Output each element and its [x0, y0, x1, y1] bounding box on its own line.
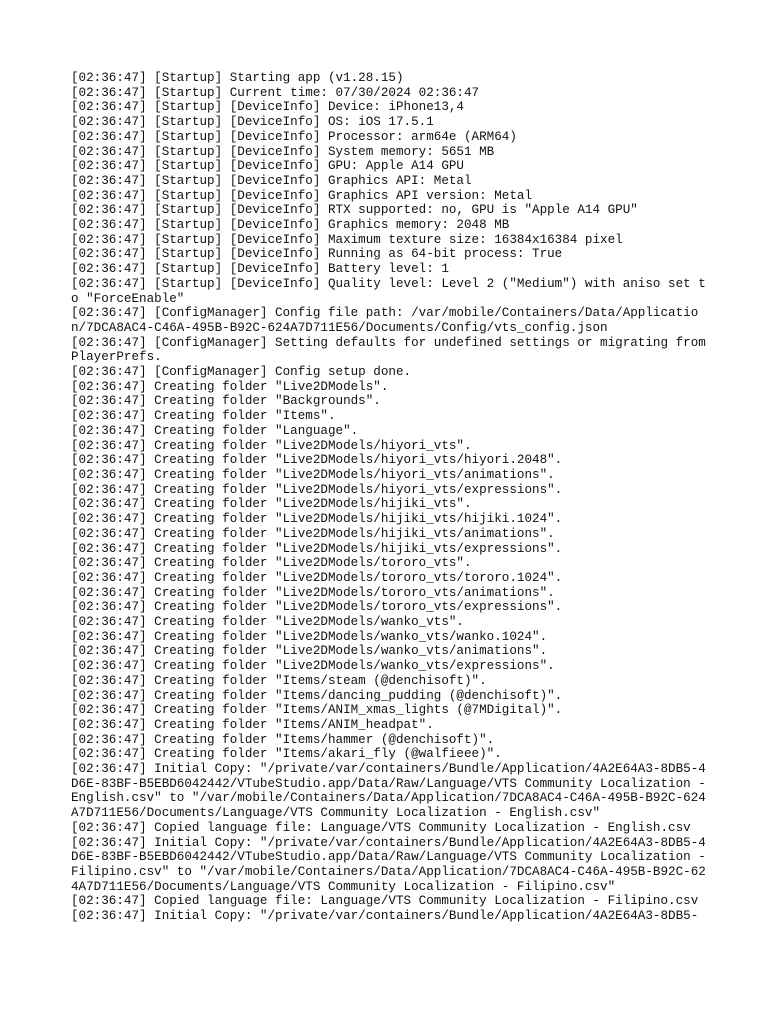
log-line: [02:36:47] [Startup] [DeviceInfo] Graphics memory: 2048 MB [71, 218, 510, 233]
log-line: [02:36:47] [Startup] [DeviceInfo] Processor: arm64e (ARM64) [71, 129, 517, 144]
log-line: [02:36:47] [Startup] Starting app (v1.28.15) [71, 71, 404, 85]
log-line: [02:36:47] Creating folder "Live2DModels/wanko_vts/animations". [71, 644, 548, 659]
log-line: [02:36:47] Creating folder "Live2DModels/hiyori_vts/expressions". [71, 482, 563, 497]
log-line: [02:36:47] [Startup] [DeviceInfo] Graphics API version: Metal [71, 188, 533, 203]
log-line: [02:36:47] Creating folder "Items/steam (@denchisoft)". [71, 673, 487, 688]
log-line: [02:36:47] Creating folder "Backgrounds". [71, 394, 381, 409]
log-line: [02:36:47] Creating folder "Live2DModels/tororo_vts/tororo.1024". [71, 570, 563, 585]
log-line: [02:36:47] [Startup] [DeviceInfo] Battery level: 1 [71, 262, 449, 277]
log-line: [02:36:47] Creating folder "Live2DModels/hijiki_vts". [71, 497, 472, 512]
log-line: [02:36:47] Creating folder "Items/ANIM_headpat". [71, 717, 434, 732]
log-line: [02:36:47] Creating folder "Live2DModels/hijiki_vts/hijiki.1024". [71, 512, 563, 527]
log-line: [02:36:47] Creating folder "Live2DModels/wanko_vts". [71, 615, 464, 630]
log-line: [02:36:47] Creating folder "Live2DModels/hijiki_vts/animations". [71, 526, 555, 541]
log-line: [02:36:47] [Startup] [DeviceInfo] Quality level: Level 2 ("Medium") with aniso set to "ForceEnable" [71, 276, 706, 306]
log-line: [02:36:47] Creating folder "Live2DModels/tororo_vts". [71, 556, 472, 571]
log-line: [02:36:47] Initial Copy: "/private/var/containers/Bundle/Application/4A2E64A3-8DB5-4D6E-83BF-B5EBD6042442/VTubeStudio.app/Data/Raw/Language/VTS Community Localization - English.csv" to "/var/mobile/Containers/Data/Application/7DCA8AC4-C46A-495B-B92C-624A7D711E56/Documents/Language/VTS Community Localization - English.csv" [71, 762, 714, 821]
log-line: [02:36:47] Creating folder "Live2DModels/wanko_vts/expressions". [71, 659, 555, 674]
log-line: [02:36:47] Creating folder "Items/hammer (@denchisoft)". [71, 732, 495, 747]
log-line: [02:36:47] [Startup] [DeviceInfo] OS: iOS 17.5.1 [71, 115, 434, 130]
log-line: [02:36:47] Copied language file: Language/VTS Community Localization - English.csv [71, 820, 691, 835]
log-line: [02:36:47] Creating folder "Live2DModels/hiyori_vts/hiyori.2048". [71, 453, 563, 468]
log-line: [02:36:47] Creating folder "Items/ANIM_xmas_lights (@7MDigital)". [71, 703, 563, 718]
log-line: [02:36:47] Initial Copy: "/private/var/containers/Bundle/Application/4A2E64A3-8DB5- [71, 909, 699, 924]
log-line: [02:36:47] [ConfigManager] Config file path: /var/mobile/Containers/Data/Application/7DCA8AC4-C46A-495B-B92C-624A7D711E56/Documents/Config/vts_config.json [71, 306, 699, 335]
log-line: [02:36:47] Creating folder "Live2DModels/hijiki_vts/expressions". [71, 541, 563, 556]
log-line: [02:36:47] [Startup] [DeviceInfo] System memory: 5651 MB [71, 144, 495, 159]
log-line: [02:36:47] Initial Copy: "/private/var/containers/Bundle/Application/4A2E64A3-8DB5-4D6E-83BF-B5EBD6042442/VTubeStudio.app/Data/Raw/Language/VTS Community Localization - Filipino.csv" to "/var/mobile/Containers/Data/Application/7DCA8AC4-C46A-495B-B92C-624A7D711E56/Documents/Language/VTS Community Localization - Filipino.csv" [71, 835, 714, 894]
log-line: [02:36:47] Creating folder "Items". [71, 409, 336, 424]
log-line: [02:36:47] Creating folder "Items/akari_fly (@walfieee)". [71, 747, 502, 762]
log-output [71, 71, 714, 924]
log-line: [02:36:47] [ConfigManager] Config setup done. [71, 365, 412, 380]
log-line: [02:36:47] [Startup] [DeviceInfo] RTX supported: no, GPU is "Apple A14 GPU" [71, 203, 638, 218]
log-line: [02:36:47] Creating folder "Language". [71, 423, 359, 438]
log-line: [02:36:47] [Startup] [DeviceInfo] Maximum texture size: 16384x16384 pixel [71, 232, 623, 247]
log-line: [02:36:47] Creating folder "Items/dancing_pudding (@denchisoft)". [71, 688, 563, 703]
log-line: [02:36:47] Copied language file: Language/VTS Community Localization - Filipino.csv [71, 894, 699, 909]
log-line: [02:36:47] [ConfigManager] Setting defaults for undefined settings or migrating from PlayerPrefs. [71, 335, 714, 365]
log-line: [02:36:47] [Startup] [DeviceInfo] Graphics API: Metal [71, 173, 472, 188]
log-line: [02:36:47] [Startup] [DeviceInfo] GPU: Apple A14 GPU [71, 159, 464, 174]
log-line: [02:36:47] Creating folder "Live2DModels/hiyori_vts". [71, 438, 472, 453]
log-line: [02:36:47] Creating folder "Live2DModels". [71, 379, 389, 394]
log-line: [02:36:47] [Startup] [DeviceInfo] Device: iPhone13,4 [71, 100, 464, 115]
log-line: [02:36:47] Creating folder "Live2DModels/tororo_vts/expressions". [71, 600, 563, 615]
log-line: [02:36:47] Creating folder "Live2DModels/wanko_vts/wanko.1024". [71, 629, 548, 644]
log-line: [02:36:47] Creating folder "Live2DModels/hiyori_vts/animations". [71, 467, 555, 482]
log-line: [02:36:47] Creating folder "Live2DModels/tororo_vts/animations". [71, 585, 555, 600]
log-line: [02:36:47] [Startup] [DeviceInfo] Running as 64-bit process: True [71, 247, 563, 262]
log-line: [02:36:47] [Startup] Current time: 07/30/2024 02:36:47 [71, 85, 480, 100]
